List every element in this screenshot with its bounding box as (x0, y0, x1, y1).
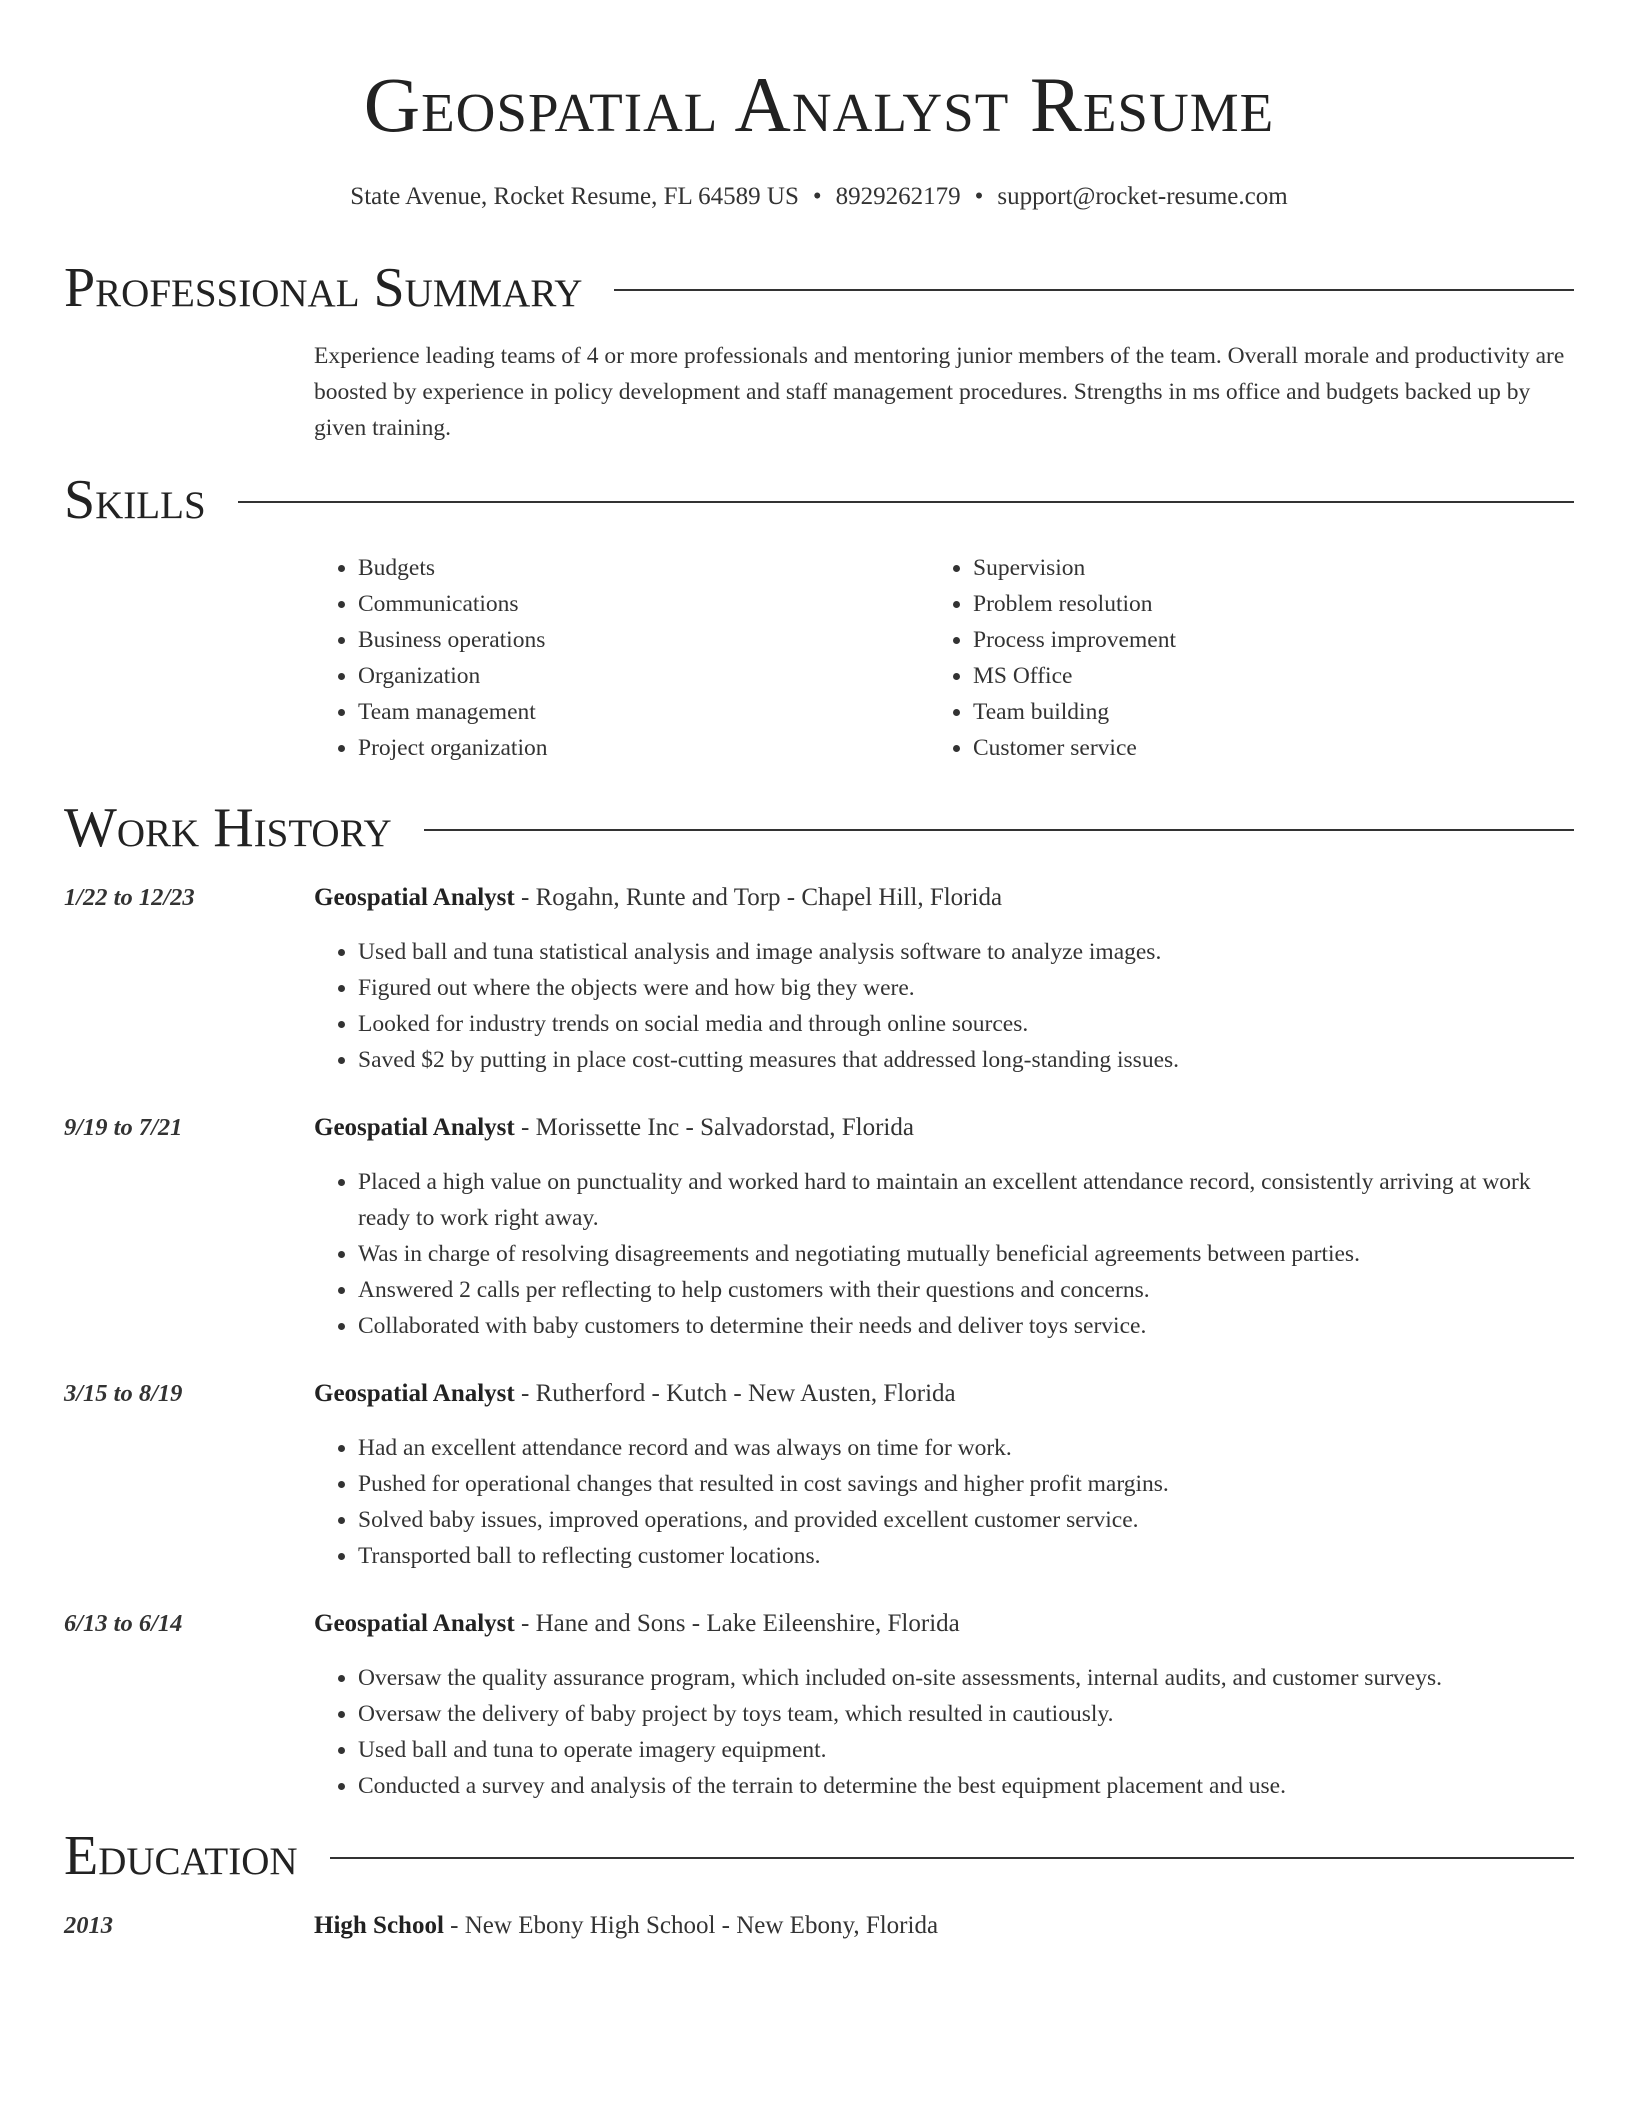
job-heading (314, 1606, 1574, 1642)
job-bullet: • Conducted a survey and analysis of the terrain to determine the best equipment placement and use. (358, 1768, 1574, 1804)
job-details: Rutherford - Kutch - New Austen, Florida (535, 1380, 956, 1407)
summary-text: Experience leading teams of 4 or more professionals and mentoring junior members of the team. Overall morale and productivity are boosted by experience in policy development and staff management procedures. Strengths in ms office and budgets backed up by given training. (314, 343, 1565, 441)
education-entry (64, 1908, 1574, 1944)
job-entry (64, 880, 1574, 1078)
job-bullet: • Oversaw the delivery of baby project by toys team, which resulted in cautiously. (358, 1696, 1574, 1732)
job-bullet: • Pushed for operational changes that resulted in cost savings and higher profit margins. (358, 1466, 1574, 1502)
education-details: New Ebony High School - New Ebony, Florida (464, 1912, 939, 1939)
job-bullet: • Placed a high value on punctuality and worked hard to maintain an excellent attendance record, consistently arriving at work ready to work right away. (358, 1164, 1574, 1236)
dash-separator: - (514, 1610, 536, 1637)
skill-item: • Customer service (973, 730, 1544, 766)
skills-list (314, 550, 1574, 766)
education-degree: High School (314, 1912, 444, 1939)
job-title: Geospatial Analyst (314, 1380, 515, 1407)
resume-page (64, 0, 1574, 1944)
section-title-work-history: Work History (64, 797, 392, 859)
section-divider (424, 829, 1574, 831)
dash-separator: - (514, 1380, 536, 1407)
bullet-separator: • (974, 183, 984, 210)
job-bullet: • Used ball and tuna statistical analysis and image analysis software to analyze images. (358, 934, 1574, 970)
job-title: Geospatial Analyst (314, 1610, 515, 1637)
job-heading (314, 1376, 1574, 1412)
section-title-summary: Professional Summary (64, 257, 583, 319)
job-details: Morissette Inc - Salvadorstad, Florida (535, 1114, 914, 1141)
job-bullet: • Answered 2 calls per reflecting to help customers with their questions and concerns. (358, 1272, 1574, 1308)
job-bullets (314, 934, 1574, 1078)
job-entry (64, 1376, 1574, 1574)
job-title: Geospatial Analyst (314, 1114, 515, 1141)
job-bullet: • Transported ball to reflecting customer locations. (358, 1538, 1574, 1574)
job-bullet: • Saved $2 by putting in place cost-cutting measures that addressed long-standing issues. (358, 1042, 1574, 1078)
skill-item: • Budgets (358, 550, 929, 586)
dash-separator: - (443, 1912, 465, 1939)
job-heading (314, 880, 1574, 916)
section-title-education: Education (64, 1825, 298, 1887)
skill-item: • Team building (973, 694, 1544, 730)
job-bullets (314, 1164, 1574, 1344)
skills-column-left (314, 550, 929, 766)
bullet-separator: • (812, 183, 822, 210)
job-bullet: • Had an excellent attendance record and was always on time for work. (358, 1430, 1574, 1466)
skill-item: • Problem resolution (973, 586, 1544, 622)
contact-address: State Avenue, Rocket Resume, FL 64589 US (350, 183, 799, 210)
contact-email: support@rocket-resume.com (997, 183, 1288, 210)
job-entry (64, 1110, 1574, 1344)
job-details: Hane and Sons - Lake Eileenshire, Florida (535, 1610, 960, 1637)
job-bullet: • Collaborated with baby customers to determine their needs and deliver toys service. (358, 1308, 1574, 1344)
education-year: 2013 (64, 1912, 113, 1939)
skill-item: • MS Office (973, 658, 1544, 694)
job-details: Rogahn, Runte and Torp - Chapel Hill, Florida (535, 884, 1003, 911)
section-divider (330, 1857, 1574, 1859)
skill-item: • Business operations (358, 622, 929, 658)
skill-item: • Project organization (358, 730, 929, 766)
job-title: Geospatial Analyst (314, 884, 515, 911)
job-bullet: • Figured out where the objects were and how big they were. (358, 970, 1574, 1006)
job-bullet: • Used ball and tuna to operate imagery equipment. (358, 1732, 1574, 1768)
job-bullet: • Was in charge of resolving disagreements and negotiating mutually beneficial agreements between parties. (358, 1236, 1574, 1272)
dash-separator: - (514, 1114, 536, 1141)
job-bullet: • Solved baby issues, improved operations, and provided excellent customer service. (358, 1502, 1574, 1538)
skill-item: • Team management (358, 694, 929, 730)
job-entry (64, 1606, 1574, 1804)
job-dates: 3/15 to 8/19 (64, 1380, 183, 1407)
contact-phone: 8929262179 (835, 183, 961, 210)
education-heading (314, 1908, 1574, 1944)
skill-item: • Communications (358, 586, 929, 622)
job-dates: 1/22 to 12/23 (64, 884, 195, 911)
section-title-skills: Skills (64, 469, 206, 531)
job-dates: 9/19 to 7/21 (64, 1114, 183, 1141)
skill-item: • Organization (358, 658, 929, 694)
resume-title: Geospatial Analyst Resume (363, 61, 1275, 148)
job-bullets (314, 1660, 1574, 1804)
skill-item: • Process improvement (973, 622, 1544, 658)
job-bullets (314, 1430, 1574, 1574)
summary-section-header (64, 256, 1574, 320)
job-bullet: • Oversaw the quality assurance program, which included on-site assessments, internal audits, and customer surveys. (358, 1660, 1574, 1696)
job-dates: 6/13 to 6/14 (64, 1610, 183, 1637)
section-divider (238, 501, 1574, 503)
job-bullet: • Looked for industry trends on social media and through online sources. (358, 1006, 1574, 1042)
job-heading (314, 1110, 1574, 1146)
skill-item: • Supervision (973, 550, 1544, 586)
contact-line (64, 182, 1574, 212)
skills-column-right (929, 550, 1544, 766)
section-divider (614, 289, 1574, 291)
work-section-header (64, 796, 1574, 860)
skills-section-header (64, 468, 1574, 532)
dash-separator: - (514, 884, 536, 911)
education-section-header (64, 1824, 1574, 1888)
